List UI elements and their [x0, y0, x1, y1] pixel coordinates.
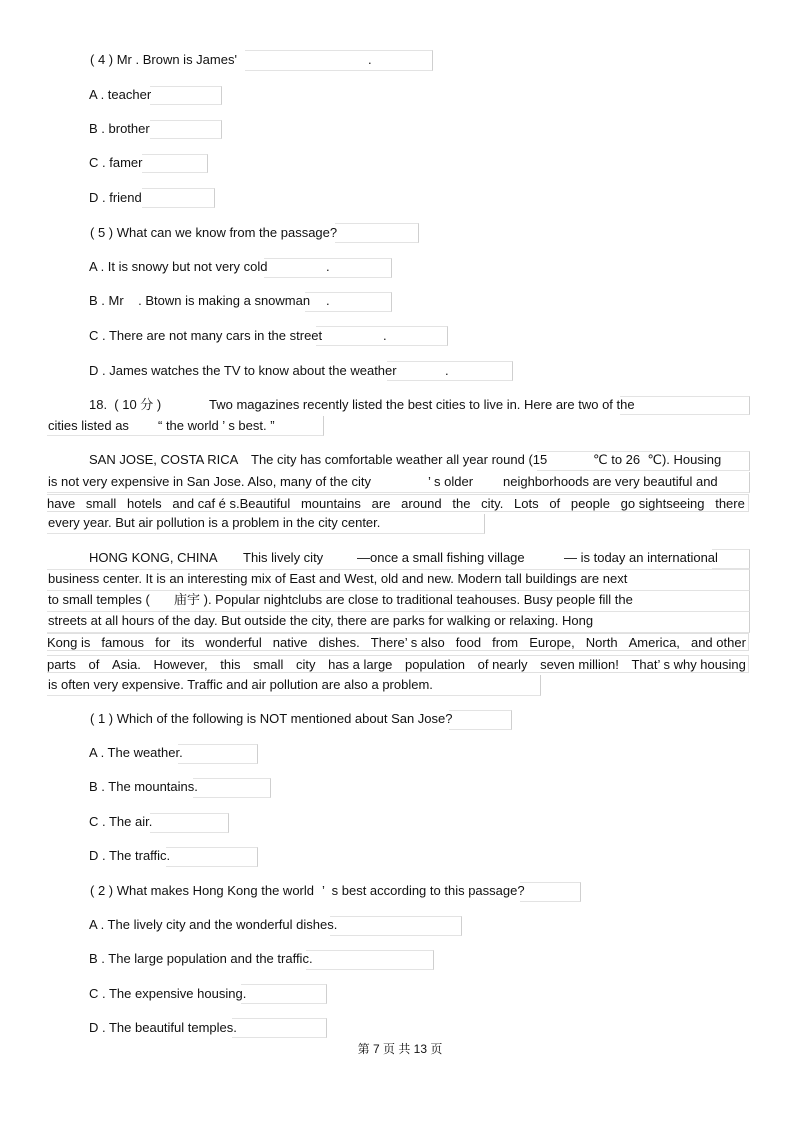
sub2-option-d: D . The beautiful temples.: [89, 1020, 237, 1035]
option-box: [142, 188, 215, 208]
sub1-stem: ( 1 ) Which of the following is NOT mentioned about San Jose?: [90, 711, 453, 726]
option-box: [316, 326, 448, 346]
word: and caf é s.Beautiful: [172, 496, 291, 511]
word: of nearly: [477, 657, 528, 672]
q5-stem: ( 5 ) What can we know from the passage?: [90, 225, 338, 240]
word: go sightseeing: [620, 496, 705, 511]
word: mountains: [300, 496, 361, 511]
q4-answer-box: [245, 50, 433, 71]
word: There’ s also: [370, 635, 445, 650]
option-box: [335, 223, 419, 243]
word: people: [570, 496, 610, 511]
word: parts: [47, 657, 76, 672]
word: native: [272, 635, 308, 650]
word: food: [455, 635, 482, 650]
q5-option-c-end: .: [383, 328, 387, 343]
sanjose-line1-b: The city has comfortable weather all year round (15: [251, 452, 548, 467]
option-box: [241, 984, 327, 1004]
option-box: [306, 950, 434, 970]
option-box: [305, 292, 392, 312]
word: its: [181, 635, 195, 650]
q5-option-a: A . It is snowy but not very cold: [89, 259, 268, 274]
sub1-option-a: A . The weather.: [89, 745, 183, 760]
q5-option-b: B . Mr . Btown is making a snowman: [89, 293, 311, 308]
word: are: [371, 496, 391, 511]
page-number-footer: 第 7 页 共 13 页: [357, 1042, 443, 1056]
sub1-option-c: C . The air.: [89, 814, 153, 829]
word: from: [492, 635, 519, 650]
option-box: [178, 744, 258, 764]
sub2-stem-a: ( 2 ) What makes Hong Kong the world: [90, 883, 314, 898]
hongkong-line2: business center. It is an interesting mix of East and West, old and new. Modern tall buildings are next: [48, 571, 628, 586]
word: city.: [481, 496, 504, 511]
text-box: [537, 451, 750, 471]
word: dishes.: [318, 635, 360, 650]
text-box: [47, 514, 485, 534]
word: have: [47, 496, 76, 511]
q5-option-c: C . There are not many cars in the street: [89, 328, 323, 343]
q5-option-d: D . James watches the TV to know about the weather: [89, 363, 397, 378]
word: America,: [628, 635, 680, 650]
q4-stem-end: .: [368, 52, 372, 67]
sanjose-line1-c: ℃ to 26 ℃). Housing: [593, 452, 722, 467]
word: hotels: [126, 496, 162, 511]
hongkong-line6: [47, 655, 749, 673]
word: small: [85, 496, 117, 511]
word: has a large: [328, 657, 393, 672]
sanjose-line2-a: is not very expensive in San Jose. Also, many of the city: [48, 474, 371, 489]
q4-option-c: C . famer: [89, 155, 143, 170]
option-box: [387, 361, 513, 381]
hongkong-line3-a: to small temples (: [48, 592, 150, 607]
word: the: [452, 496, 471, 511]
text-box: [47, 416, 324, 436]
option-box: [330, 916, 462, 936]
word: seven million!: [540, 657, 619, 672]
option-box: [150, 86, 222, 105]
text-box: [47, 569, 750, 591]
option-box: [193, 778, 271, 798]
sanjose-line2-b: ’ s older: [428, 474, 474, 489]
q18-intro-b: cities listed as: [48, 418, 129, 433]
hongkong-line1-d: — is today an international: [564, 550, 718, 565]
text-box: [47, 472, 750, 493]
q18-intro-a: Two magazines recently listed the best cities to live in. Here are two of the: [209, 397, 635, 412]
word: North: [585, 635, 618, 650]
word: for: [155, 635, 171, 650]
q4-option-d: D . friend: [89, 190, 142, 205]
option-box: [264, 258, 392, 278]
word: Lots: [514, 496, 539, 511]
word: famous: [101, 635, 145, 650]
word: of: [549, 496, 561, 511]
option-box: [150, 813, 229, 833]
word: small: [253, 657, 284, 672]
text-box: [449, 710, 512, 730]
hongkong-line5: [47, 633, 749, 651]
word: around: [401, 496, 442, 511]
text-box: [47, 591, 750, 612]
sub1-option-b: B . The mountains.: [89, 779, 198, 794]
hongkong-line3-b: 庙宇 ). Popular nightclubs are close to traditional teahouses. Busy people fill the: [174, 592, 633, 607]
option-box: [150, 120, 222, 139]
sub2-option-b: B . The large population and the traffic.: [89, 951, 313, 966]
option-box: [166, 847, 258, 867]
sanjose-line2-c: neighborhoods are very beautiful and: [503, 474, 718, 489]
hongkong-heading: HONG KONG, CHINA: [89, 550, 218, 565]
word: city: [296, 657, 316, 672]
option-box: [142, 154, 208, 173]
text-box: [712, 549, 750, 569]
hongkong-line4: streets at all hours of the day. But outside the city, there are parks for walking or relaxing. Hong: [48, 613, 594, 628]
q5-option-d-end: .: [445, 363, 449, 378]
sanjose-heading: SAN JOSE, COSTA RICA: [89, 452, 239, 467]
q4-stem: ( 4 ) Mr . Brown is James': [90, 52, 237, 67]
q4-option-b: B . brother: [89, 121, 150, 136]
q18-number: 18. ( 10 分 ): [89, 397, 162, 412]
hongkong-line1-c: —once a small fishing village: [357, 550, 525, 565]
text-box: [47, 675, 541, 696]
hongkong-line7: is often very expensive. Traffic and air pollution are also a problem.: [48, 677, 433, 692]
sub2-stem-b: ’ s best according to this passage?: [322, 883, 525, 898]
q4-option-a: A . teacher: [89, 87, 152, 102]
sub1-option-d: D . The traffic.: [89, 848, 171, 863]
word: However,: [153, 657, 208, 672]
text-box: [520, 882, 581, 902]
word: and other: [690, 635, 746, 650]
sub2-option-a: A . The lively city and the wonderful dishes.: [89, 917, 338, 932]
word: this: [220, 657, 241, 672]
word: wonderful: [205, 635, 262, 650]
word: of: [88, 657, 100, 672]
word: Kong is: [47, 635, 91, 650]
word: Europe,: [529, 635, 575, 650]
q18-intro-c: “ the world ’ s best. ”: [158, 418, 275, 433]
option-box: [232, 1018, 327, 1038]
word: That’ s why housing: [631, 657, 746, 672]
q5-option-a-end: .: [326, 259, 330, 274]
sanjose-line4: every year. But air pollution is a problem in the city center.: [48, 515, 381, 530]
hongkong-line1-b: This lively city: [243, 550, 324, 565]
text-box: [620, 396, 750, 415]
sub2-option-c: C . The expensive housing.: [89, 986, 247, 1001]
text-box: [47, 612, 750, 633]
word: there: [715, 496, 745, 511]
word: Asia.: [111, 657, 141, 672]
q5-option-b-end: .: [326, 293, 330, 308]
sanjose-line3: [47, 494, 749, 512]
word: population: [405, 657, 466, 672]
